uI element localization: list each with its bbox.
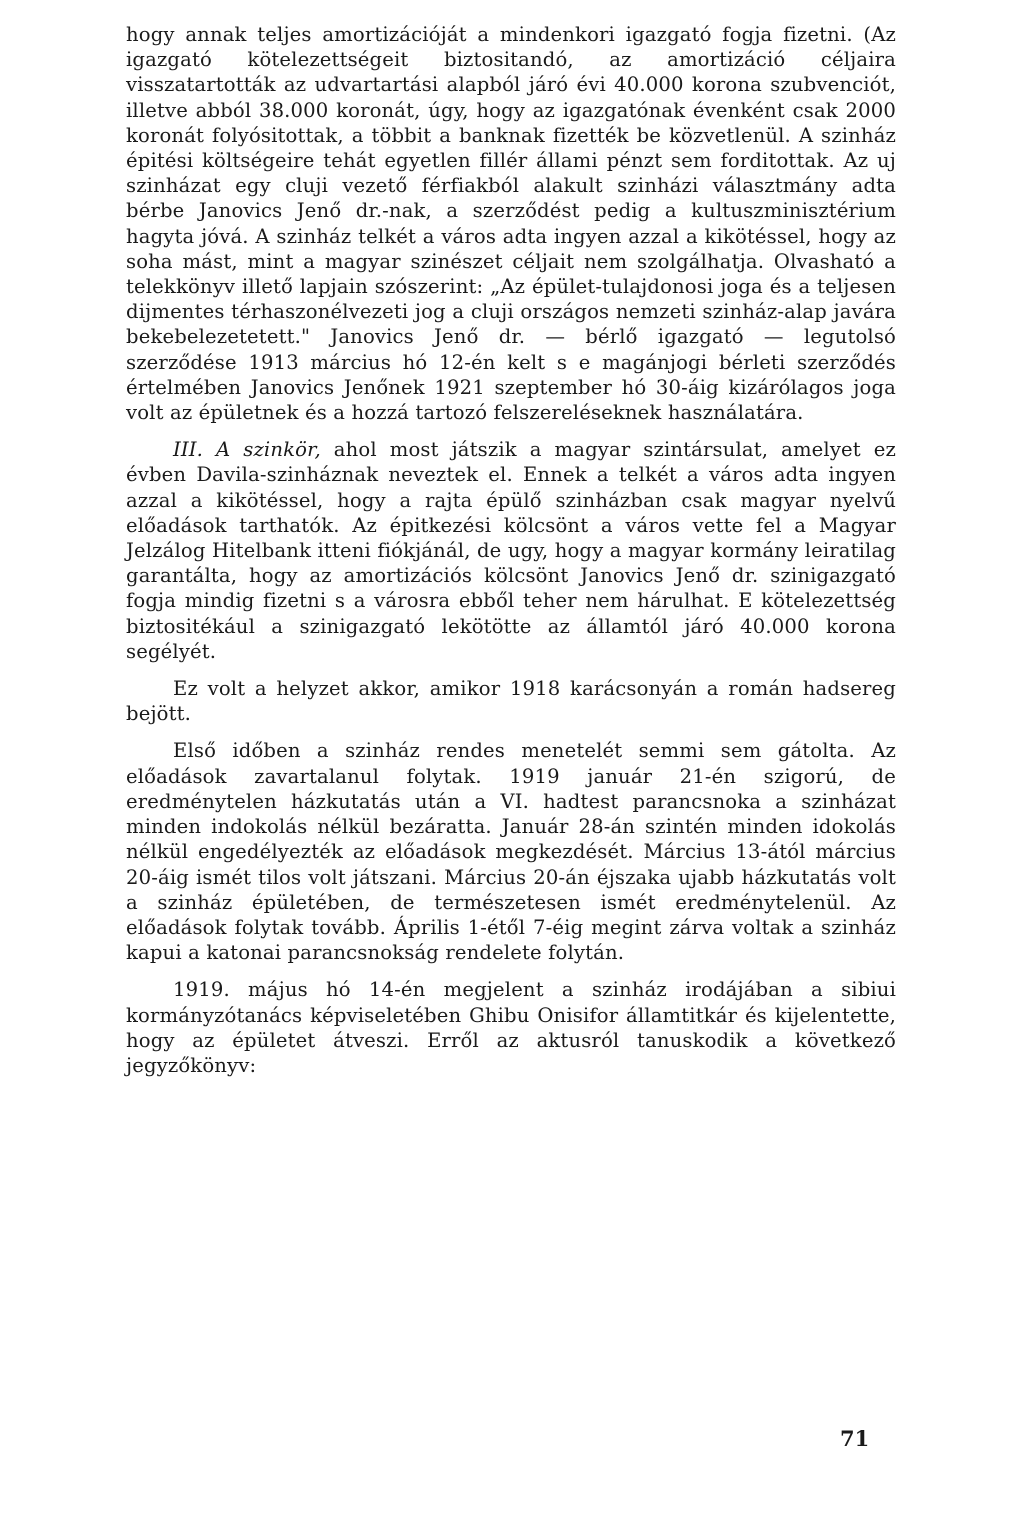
paragraph-4 (126, 738, 896, 965)
paragraph-4-text: Első időben a szinház rendes menetelét semmi sem gátolta. Az előadások zavartalanul folytak. 1919 január 21-én szigorú, de eredménytelen házkutatás után a VI. hadtest parancsnoka a szinházat minden indokolás nélkül bezáratta. Január 28-án szintén minden idokolás nélkül engedélyezték az előadások megkezdését. Március 13-ától március 20-áig ismét tilos volt játszani. Március 20-án éjszaka ujabb házkutatás volt a szinház épületében, de természetesen ismét eredménytelenül. Az előadások folytak tovább. Április 1-étől 7-éig megint zárva voltak a szinház kapui a katonai parancsnokság rendelete folytán. (126, 739, 896, 965)
paragraph-2-text: ahol most játszik a magyar szintársulat, amelyet ez évben Davila-szinháznak neveztek el. Ennek a telkét a város adta ingyen azzal a kikötéssel, hogy a rajta épülő szinházban csak magyar nyelvű előadások tarthatók. Az épitkezési kölcsönt a város vette fel a Magyar Jelzálog Hitelbank itteni fiókjánál, de ugy, hogy a magyar kormány leiratilag garantálta, hogy az amortizációs kölcsönt Janovics Jenő dr. szinigazgató fogja mindig fizetni s a városra ebből teher nem hárulhat. E kötelezettség biztositékául a szinigazgató lekötötte az államtól járó 40.000 korona segélyét. (126, 438, 896, 663)
paragraph-1-text: hogy annak teljes amortizációját a mindenkori igazgató fogja fizetni. (Az igazgató kötelezettségeit biztositandó, az amortizáció céljaira visszatartották az udvartartási alapból járó évi 40.000 korona szubvenciót, illetve abból 38.000 koronát, úgy, hogy az igazgatónak évenként csak 2000 koronát folyósitottak, a többit a banknak fizették be közvetlenül. A szinház épitési költségeire tehát egyetlen fillér állami pénzt sem forditottak. Az uj szinházat egy cluji vezető férfiakból alakult szinházi választmány adta bérbe Janovics Jenő dr.-nak, a szerződést pedig a kultuszminisztérium hagyta jóvá. A szinház telkét a város adta ingyen azzal a kikötéssel, hogy az soha mást, mint a magyar szinészet céljait nem szolgálhatja. Olvasható a telekkönyv illető lapjain szószerint: „Az épület-tulajdonosi joga és a teljesen dijmentes térhaszonélvezeti jog a cluji országos nemzeti szinház-alap javára bekebelezetetett." Janovics Jenő dr. — bérlő igazgató — legutolsó szerződése 1913 március hó 12-én kelt s e magánjogi bérleti szerződés értelmében Janovics Jenőnek 1921 szeptember hó 30-áig kizárólagos joga volt az épületnek és a hozzá tartozó felszereléseknek használatára. (126, 23, 896, 425)
paragraph-3-text: Ez volt a helyzet akkor, amikor 1918 karácsonyán a román hadsereg bejött. (126, 677, 896, 726)
paragraph-5 (126, 977, 896, 1078)
paragraph-2-lead: III. A szinkör, (173, 438, 321, 462)
paragraph-2 (126, 437, 896, 664)
page-number: 71 (840, 1426, 870, 1451)
paragraph-5-text: 1919. május hó 14-én megjelent a szinház irodájában a sibiui kormányzótanács képviseletében Ghibu Onisifor államtitkár és kijelentette, hogy az épületet átveszi. Erről az aktusról tanuskodik a következő jegyzőkönyv: (126, 978, 896, 1077)
paragraph-3 (126, 676, 896, 726)
paragraph-1 (126, 22, 896, 425)
document-page (126, 22, 896, 1078)
